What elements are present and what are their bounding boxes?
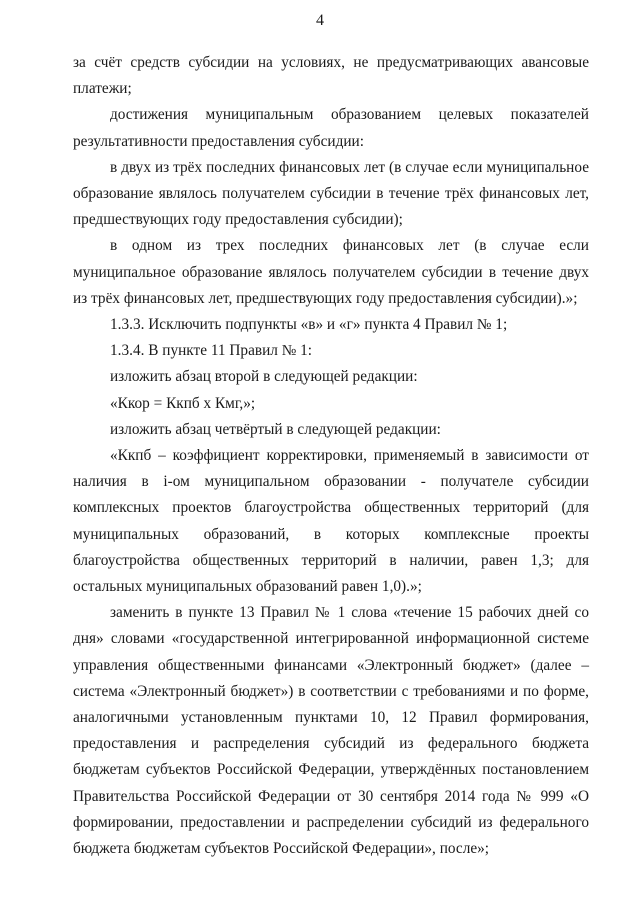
paragraph: изложить абзац четвёртый в следующей редакции: (110, 420, 441, 438)
document-body (73, 50, 589, 862)
paragraph: 1.3.3. Исключить подпункты «в» и «г» пункта 4 Правил № 1; (110, 316, 508, 334)
page-number: 4 (316, 12, 324, 29)
paragraph: изложить абзац второй в следующей редакции: (110, 368, 418, 386)
paragraph: 1.3.4. В пункте 11 Правил № 1: (110, 342, 313, 360)
paragraph: заменить в пункте 13 Правил № 1 слова «течение 15 рабочих дней со дня» словами «государственной интегрированной информационной системе управления общественными финансами «Электронный бюджет» (далее – система «Электронный бюджет») в соответствии с требованиями и по форме, аналогичными установленным пунктами 10, 12 Правил формирования, предоставления и распределения субсидий из федерального бюджета бюджетам субъектов Российской Федерации, утверждённых постановлением Правительства Российской Федерации от 30 сентября 2014 года № 999 «О формировании, предоставлении и распределении субсидий из федерального бюджета бюджетам субъектов Российской Федерации», после»; (73, 604, 589, 858)
paragraph: «Ккор = Ккпб х Кмг,»; (110, 394, 256, 412)
paragraph: достижения муниципальным образованием целевых показателей результативности предоставления субсидии: (73, 106, 589, 150)
paragraph: в одном из трех последних финансовых лет (в случае если муниципальное образование являлось получателем субсидии в течение двух из трёх финансовых лет, предшествующих году предоставления субсидии).»; (73, 237, 589, 307)
paragraph: за счёт средств субсидии на условиях, не предусматривающих авансовые платежи; (73, 54, 589, 98)
paragraph: «Ккпб – коэффициент корректировки, применяемый в зависимости от наличия в i-ом муниципальном образовании - получателе субсидии комплексных проектов благоустройства общественных территорий (для муниципальных образований, в которых комплексные проекты благоустройства общественных территорий в наличии, равен 1,3; для остальных муниципальных образований равен 1,0).»; (73, 447, 589, 596)
paragraph: в двух из трёх последних финансовых лет (в случае если муниципальное образование являлось получателем субсидии в течение трёх финансовых лет, предшествующих году предоставления субсидии); (73, 158, 589, 229)
